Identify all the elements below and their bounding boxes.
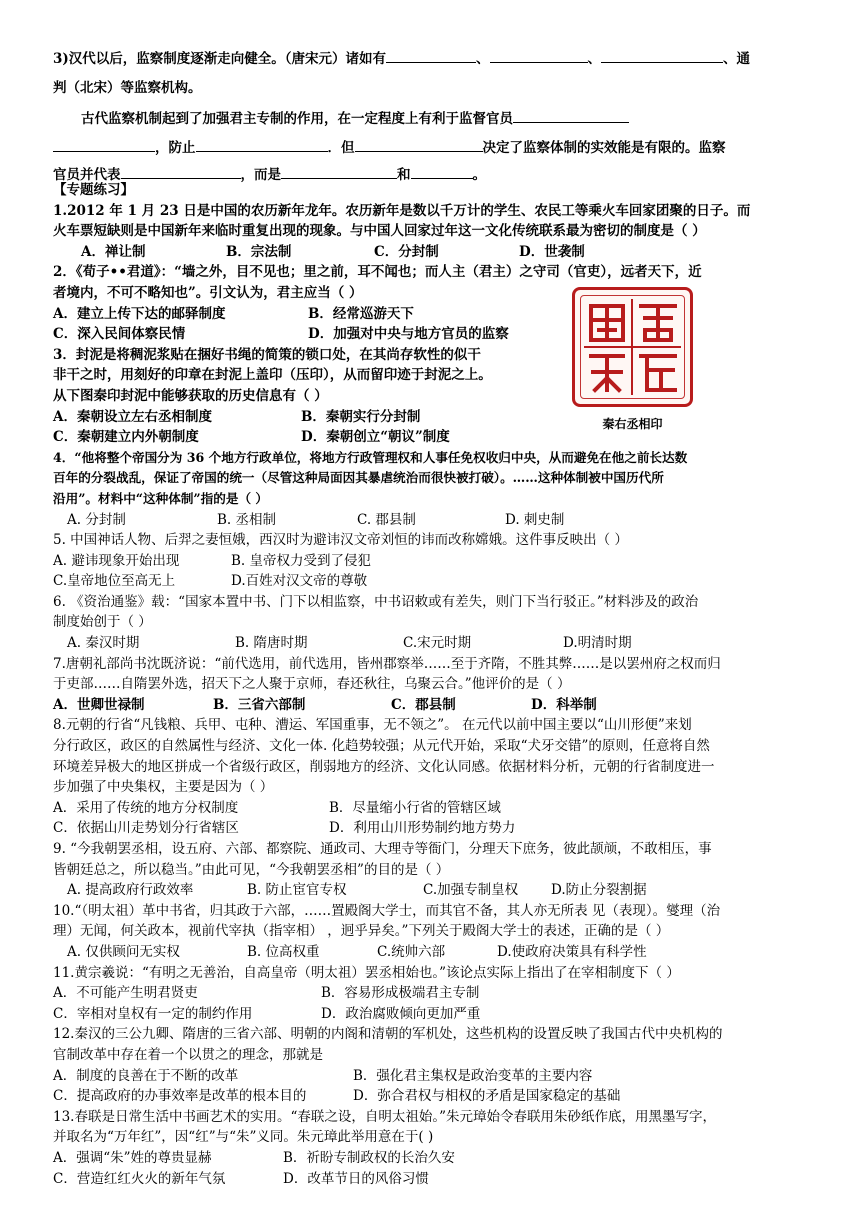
q11-options-1 [53,983,813,1004]
q4-text-1: 4．“他将整个帝国分为 36 个地方行政单位，将地方行政管理权和人事任免权收归中央，从而避免在他之前长达数 [53,449,688,465]
option-b[interactable]: B．祈盼专制政权的长治久安 [283,1149,455,1166]
option-d[interactable]: D．加强对中央与地方官员的监察 [308,326,509,343]
blank[interactable] [281,164,397,179]
q6-text-1: 6. 《资治通鉴》载：“国家本置中书、门下以相监察，中书诏敕或有差失，则门下当行驳正。”材料涉及的政治 [53,593,699,610]
seal-figure [565,287,700,432]
option-c[interactable]: C．宰相对皇权有一定的制约作用 [53,1005,253,1022]
q9-text-1: 9. “今我朝罢丞相，设五府、六部、都察院、通政司、大理寺等衙门，分理天下庶务，彼此颉颃，不敢相压，事 [53,841,712,857]
q1-text-2: 火车票短缺则是中国新年来临时重复出现的现象。与中国人回家过年这一文化传统联系最为密切的制度是（ ） [53,223,706,240]
blank[interactable] [196,137,328,152]
q8-text-2: 分行政区，政区的自然属性与经济、文化一体. 化趋势较强；从元代开始，采取“犬牙交错”的原则，任意将自然 [53,738,710,755]
option-c[interactable]: C．郡县制 [391,696,456,713]
q8-text-4: 步加强了中央集权，主要是因为（ ） [53,779,274,796]
blank[interactable] [386,48,476,63]
option-c[interactable]: C．依据山川走势划分行省辖区 [53,820,239,837]
option-b[interactable]: B．宗法制 [226,243,292,260]
option-d[interactable]: D．改革节日的风俗习惯 [283,1170,429,1187]
option-c[interactable]: C.宋元时期 [403,635,472,652]
q5-options-2 [53,571,813,592]
q9-options [53,880,813,901]
q3-text-1: 3．封泥是将稠泥浆贴在捆好书绳的简策的锁口处，在其尚存软性的似干 [53,346,481,363]
q3-text-2: 非干之时，用刻好的印章在封泥上盖印（压印），从而留印迹于封泥之上。 [53,367,492,384]
option-b[interactable]: B．尽量缩小行省的管辖区域 [329,799,501,816]
q2-text-2: 者境内，不可不略知也”。引文认为，君主应当（ ） [53,284,363,301]
option-d[interactable]: D.使政府决策具有科学性 [497,943,647,960]
option-c[interactable]: C．营造红红火火的新年气氛 [53,1170,226,1187]
intro-line-5: 官员并代表 ，而是 和 。 [53,163,813,188]
option-a[interactable]: A．禅让制 [81,243,146,260]
option-d[interactable]: D. 刺史制 [505,511,565,528]
option-d[interactable]: D．秦朝创立“朝议”制度 [301,429,450,446]
option-b[interactable]: B. 位高权重 [247,943,320,960]
option-d[interactable]: D．科举制 [531,696,597,713]
q7-text-1: 7.唐朝礼部尚书沈既济说：“前代选用，前代选用，皆州郡察举……至于齐隋，不胜其弊……是以罢州府之权而归 [53,655,721,672]
option-d[interactable]: D．世袭制 [519,243,585,260]
option-c[interactable]: C.统帅六部 [377,943,446,960]
option-b[interactable]: B. 丞相制 [217,511,277,528]
q6-text-2: 制度始创于（ ） [53,614,152,631]
q1-options [53,242,813,263]
intro-line-1: 3)汉代以后，监察制度逐渐走向健全。（唐宋元）诸如有 、 、 、通 [53,45,813,74]
seal-caption: 秦右丞相印 [602,417,663,431]
q8-options-2 [53,818,813,839]
q11-text-1: 11.黄宗羲说：“有明之无善治，自高皇帝（明太祖）罢丞相始也。”该论点实际上指出了在宰相制度下（ ） [53,964,680,981]
option-b[interactable]: B．经常巡游天下 [308,305,414,322]
q12-text-1: 12.秦汉的三公九卿、隋唐的三省六部、明朝的内阁和清朝的军机处，这些机构的设置反映了我国古代中央机构的 [53,1026,723,1043]
q12-options-2 [53,1086,813,1107]
q4-text-3: 沿用”。材料中“这种体制”指的是（ ） [53,490,269,506]
option-d[interactable]: D.明清时期 [563,635,632,652]
intro-line-3: 古代监察机制起到了加强君主专制的作用，在一定程度上有利于监督官员 [53,105,813,134]
blank[interactable] [355,137,483,152]
q13-text-2: 并取名为“万年红”，因“红”与“朱”义同。朱元璋此举用意在于( ) [53,1129,434,1146]
seal-glyphs-icon [575,290,690,404]
intro-line-4: ，防止 ．但 决定了监察体制的实效能是有限的。监察 [53,134,813,163]
option-d[interactable]: D．利用山川形势制约地方势力 [329,820,516,837]
q8-text-1: 8.元朝的行省“凡钱粮、兵甲、屯种、漕运、军国重事，无不领之”。 在元代以前中国主要以“山川形便”来划 [53,717,692,734]
q8-options-1 [53,798,813,819]
option-a[interactable]: A. 秦汉时期 [67,635,140,652]
q9-text-2: 皆朝廷总之，所以稳当。”由此可见，“今我朝罢丞相”的目的是（ ） [53,861,450,878]
option-c[interactable]: C．分封制 [374,243,439,260]
option-a[interactable]: A．制度的良善在于不断的改革 [53,1067,239,1084]
q13-options-2 [53,1169,813,1190]
option-b[interactable]: B．容易形成极端君主专制 [321,985,480,1002]
option-a[interactable]: A．强调“朱”姓的尊贵显赫 [53,1149,212,1166]
option-b[interactable]: B. 皇帝权力受到了侵犯 [231,552,372,569]
q7-options [53,695,813,716]
blank[interactable] [411,164,473,179]
blank[interactable] [121,164,241,179]
q10-options [53,942,813,963]
option-a[interactable]: A．秦朝设立左右丞相制度 [53,408,212,425]
option-c[interactable]: C．秦朝建立内外朝制度 [53,429,199,446]
section-title: 【专题练习】 [53,182,134,198]
option-a[interactable]: A．不可能产生明君贤吏 [53,985,198,1002]
q12-text-2: 官制改革中存在着一个以贯之的理念，那就是 [53,1046,323,1063]
blank[interactable] [513,108,629,123]
option-d[interactable]: D.防止分裂割据 [551,882,647,899]
q3-text-3: 从下图秦印封泥中能够获取的历史信息有（ ） [53,387,328,404]
option-a[interactable]: A．采用了传统的地方分权制度 [53,799,239,816]
option-b[interactable]: B. 隋唐时期 [235,635,308,652]
q8-text-3: 环境差异极大的地区拼成一个省级行政区，削弱地方的经济、文化认同感。依据材料分析，元朝的行省制度进一 [53,758,715,775]
q6-options [53,633,813,654]
q13-options-1 [53,1148,813,1169]
seal-stamp-image [572,287,693,407]
blank[interactable] [601,48,723,63]
q1-text-1: 1.2012 年 1 月 23 日是中国的农历新年龙年。农历新年是数以千万计的学生、农民工等乘火车回家团聚的日子。而 [53,202,751,219]
option-d[interactable]: D.百姓对汉文帝的尊敬 [231,573,368,590]
q7-text-2: 于吏部……自隋罢外选，招天下之人聚于京师，春还秋往，乌聚云合。”他评价的是（ ） [53,676,571,693]
option-a[interactable]: A．建立上传下达的邮驿制度 [53,305,226,322]
q10-text-1: 10.“（明太祖）革中书省，归其政于六部，……置殿阁大学士，而其官不备，其人亦无所表 见（表现）。燮理（治 [53,902,721,919]
option-c[interactable]: C．提高政府的办事效率是改革的根本目的 [53,1088,307,1105]
q4-text-2: 百年的分裂战乱，保证了帝国的统一（尽管这种局面因其暴虐统治而很快被打破）。……这种体制被中国历代所 [53,470,664,486]
q5-options-1 [53,551,813,572]
q2-text-1: 2．《荀子••君道》：“墙之外，目不见也；里之前，耳不闻也；而人主（君主）之守司（官吏），远者天下，近 [53,264,702,281]
q11-options-2 [53,1004,813,1025]
option-a[interactable]: A. 提高政府行政效率 [67,882,194,899]
option-c[interactable]: C.加强专制皇权 [423,882,519,899]
worksheet-page [53,50,813,1189]
blank[interactable] [53,137,155,152]
q13-text-1: 13.春联是日常生活中书画艺术的实用。“春联之设，自明太祖始。”朱元璋始令春联用朱砂纸作底，用黑墨写字， [53,1108,717,1125]
option-b[interactable]: B．三省六部制 [213,696,306,713]
option-c[interactable]: C．深入民间体察民情 [53,326,186,343]
option-b[interactable]: B．秦朝实行分封制 [301,408,421,425]
q10-text-2: 理）无闻，何关政本，视前代宰执（指宰相） ，迥乎异矣。”下列关于殿阁大学士的表述，正确的是（ ） [53,923,670,940]
intro-line-2: 判（北宋）等监察机构。 [53,80,202,96]
q12-options-1 [53,1066,813,1087]
option-d[interactable]: D．弥合君权与相权的矛盾是国家稳定的基础 [353,1088,621,1105]
option-b[interactable]: B. 防止宦官专权 [247,882,347,899]
q5-text-1: 5. 中国神话人物、后羿之妻恒娥，西汉时为避讳汉文帝刘恒的讳而改称嫦娥。这件事反映出（ ） [53,532,628,549]
option-d[interactable]: D．政治腐败倾向更加严重 [321,1005,481,1022]
option-c[interactable]: C. 郡县制 [357,511,416,528]
option-a[interactable]: A．世卿世禄制 [53,696,145,713]
option-a[interactable]: A. 分封制 [67,511,126,528]
option-b[interactable]: B．强化君主集权是政治变革的主要内容 [353,1067,593,1084]
blank[interactable] [490,48,588,63]
option-c[interactable]: C.皇帝地位至高无上 [53,573,176,590]
option-a[interactable]: A. 仅供顾问无实权 [67,943,180,960]
q4-options [53,510,813,531]
option-a[interactable]: A. 避讳现象开始出现 [53,552,180,569]
